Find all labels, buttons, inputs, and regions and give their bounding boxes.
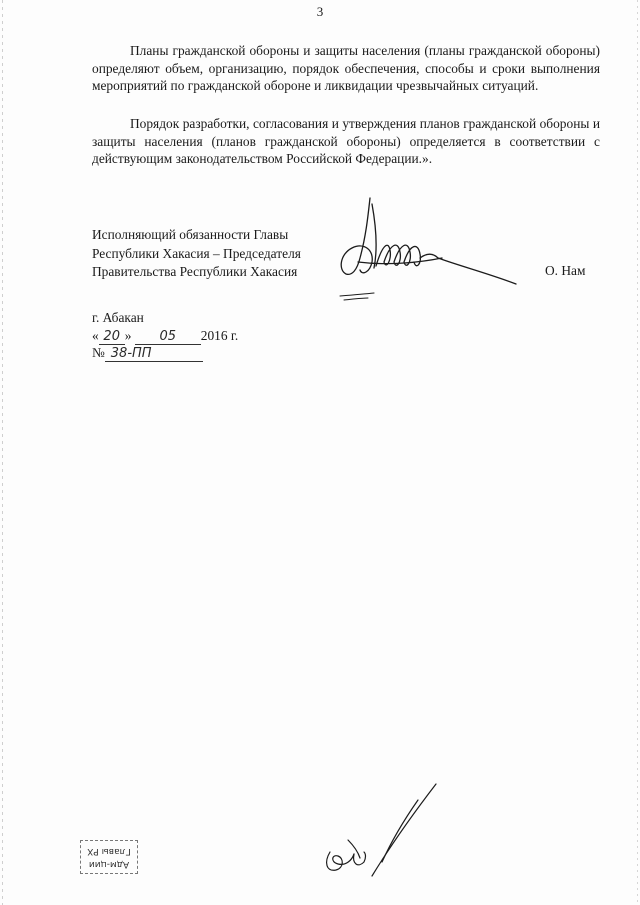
signatory-title-line: Исполняющий обязанности Главы: [92, 227, 289, 242]
scan-edge-left: [2, 0, 3, 905]
signatory-title-line: Республики Хакасия – Председателя: [92, 245, 301, 261]
date-close-quote: »: [124, 327, 132, 343]
paragraph-text: Порядок разработки, согласования и утверждения планов гражданской обороны и защиты населения (планов гражданской обороны) определяется в соответствии с действующим законодательством Российской Федерации.».: [92, 116, 600, 167]
number-line: [92, 344, 238, 362]
date-month: 05: [135, 330, 201, 345]
paragraph-text: Планы гражданской обороны и защиты населения (планы гражданской обороны) определяют объем, организацию, порядок обеспечения, способы и сроки выполнения мероприятий по гражданской обороне и ликвидации чрезвычайных ситуаций.: [92, 43, 600, 94]
scan-edge-right: [637, 0, 638, 905]
date-line: [92, 327, 238, 345]
signatory-title: [92, 226, 301, 282]
document-number: 38-ПП: [105, 347, 203, 362]
signatory-title-line: Правительства Республики Хакасия: [92, 264, 298, 279]
signer-name: О. Нам: [545, 263, 586, 278]
page-number: 3: [316, 4, 324, 19]
stamp-line: Адм-ции: [88, 859, 130, 869]
paragraph-plans-procedure: [92, 115, 600, 168]
handwritten-signature: [330, 196, 520, 306]
registration-stamp: [80, 840, 138, 874]
paragraph-civil-defense-plans: [92, 42, 600, 95]
stamp-line: Главы РХ: [87, 846, 131, 856]
date-open-quote: «: [92, 327, 99, 343]
place-line: г. Абакан: [92, 310, 144, 325]
date-day: 20: [99, 330, 125, 345]
approval-initials-signature: [308, 780, 448, 885]
number-sign: №: [92, 345, 105, 360]
date-year: 2016 г.: [200, 327, 239, 343]
place-date-block: [92, 309, 238, 362]
